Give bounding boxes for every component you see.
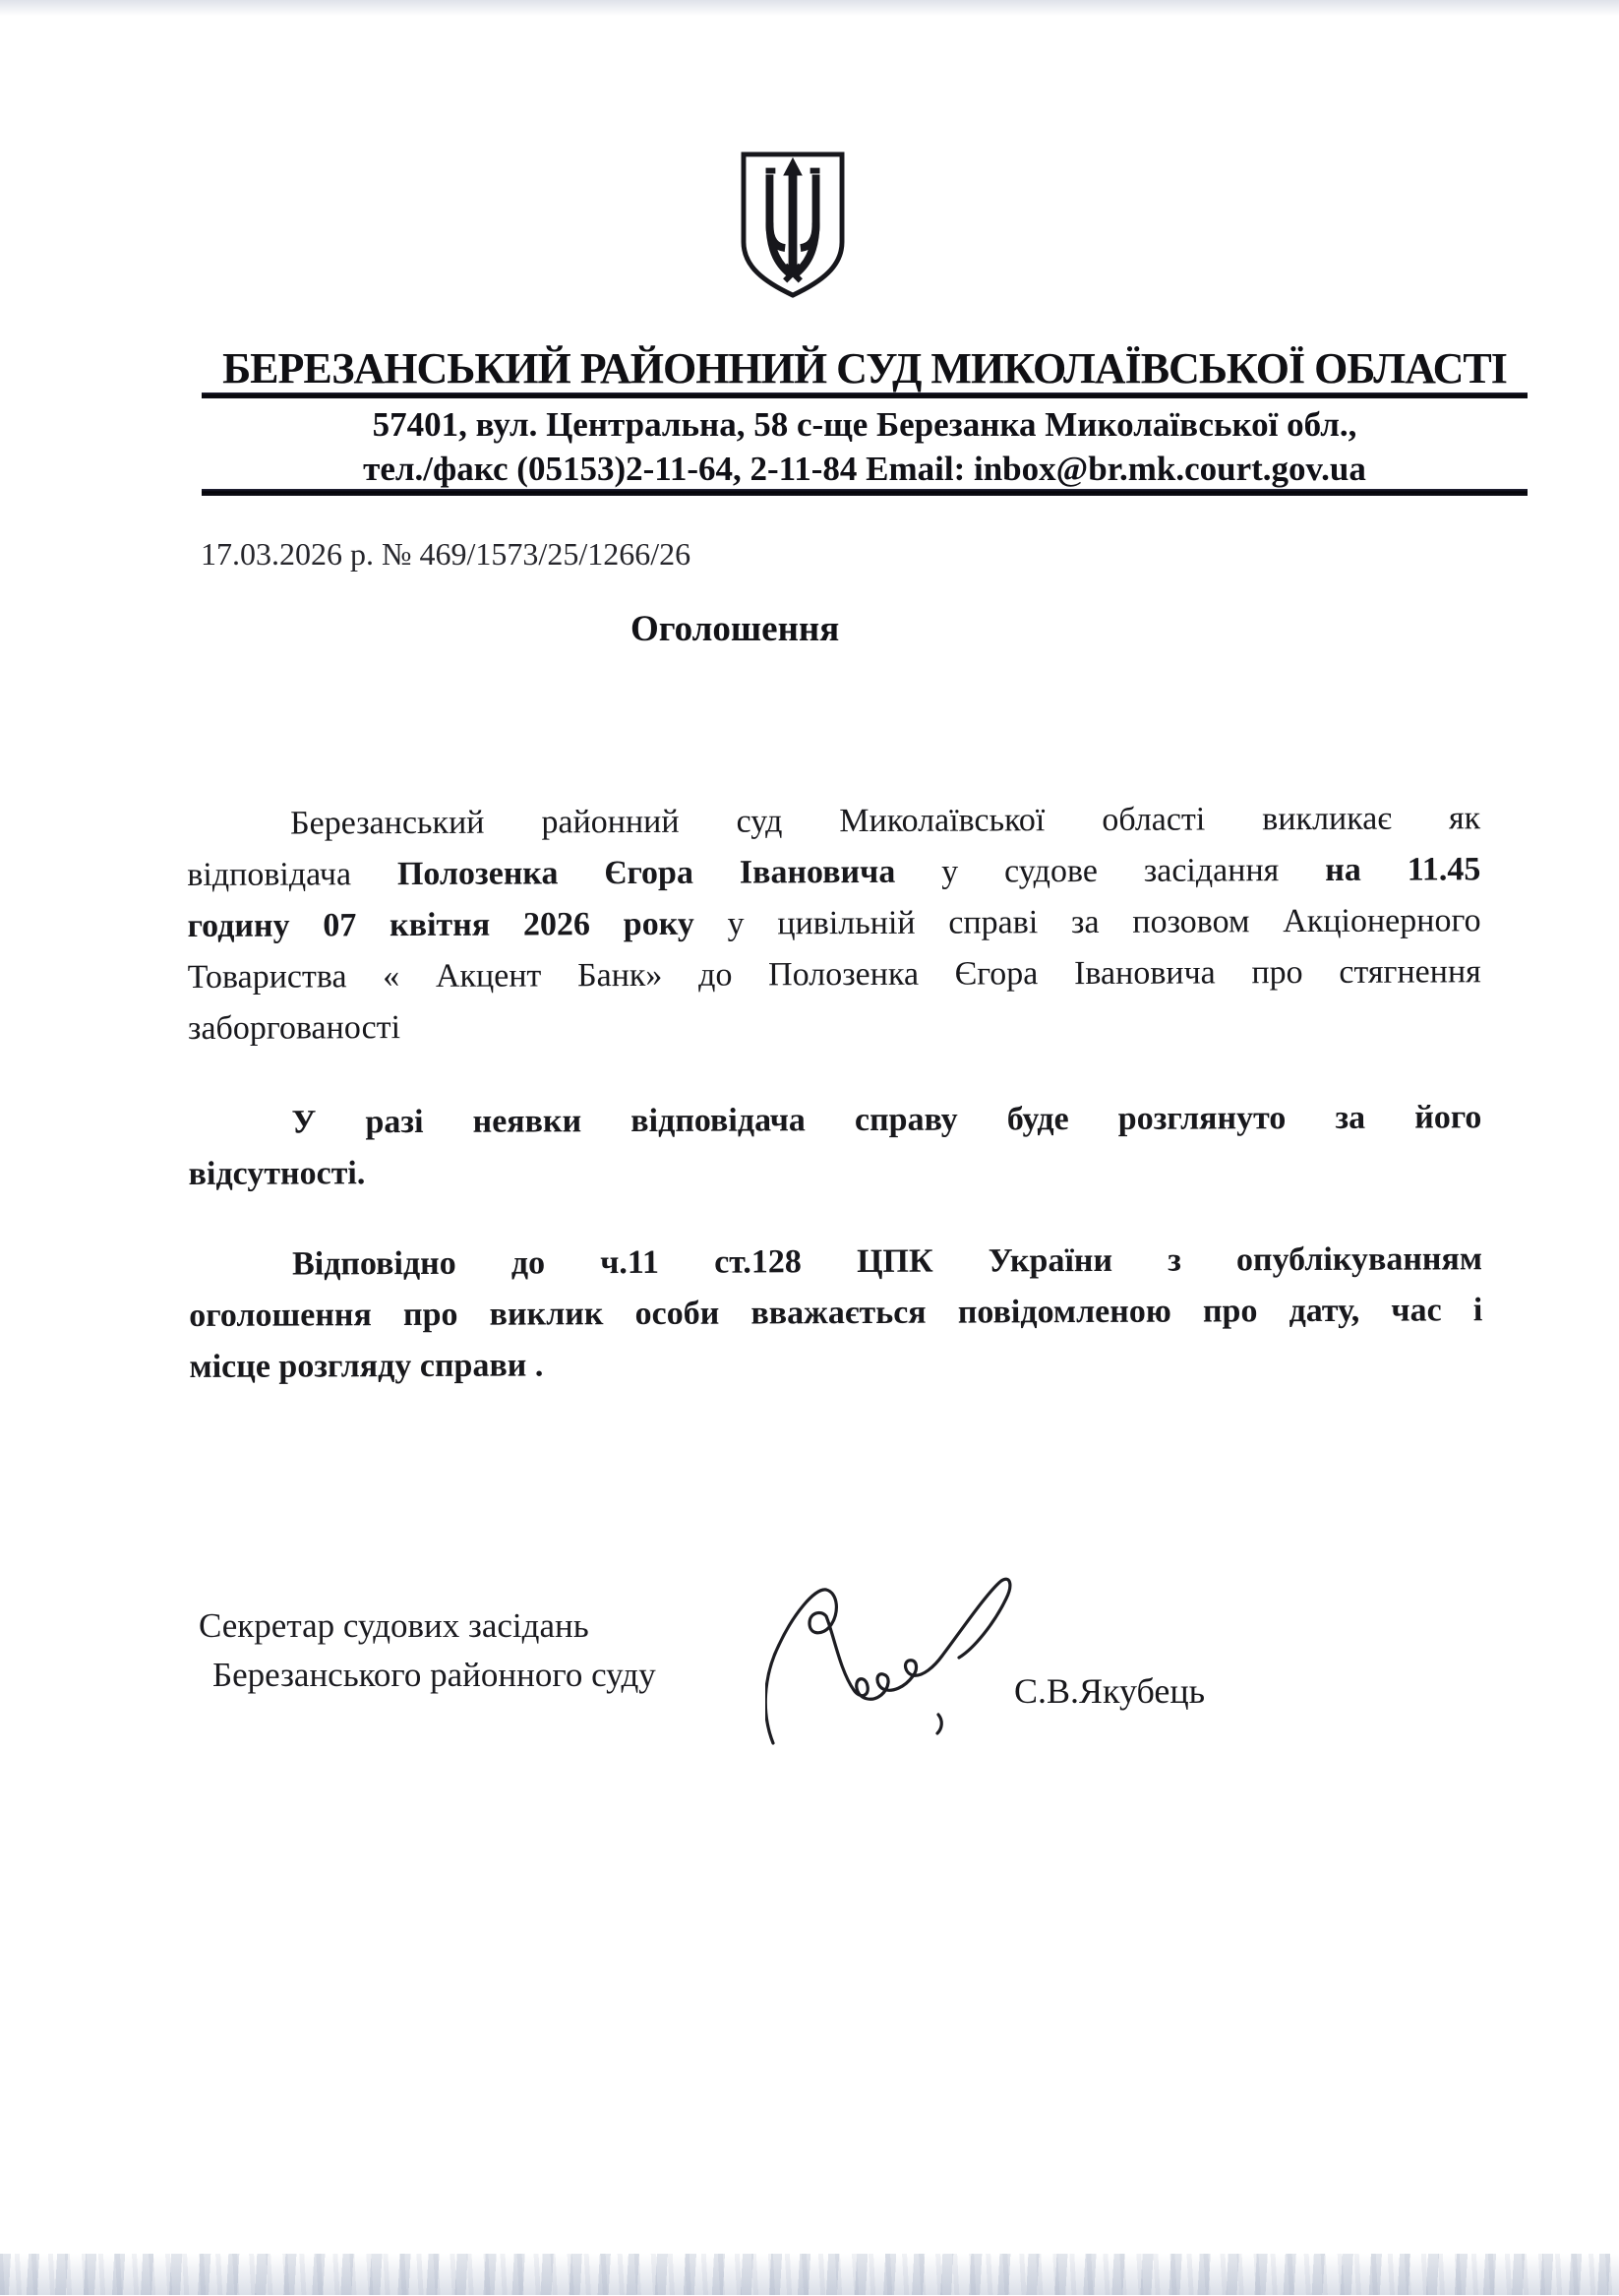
date-and-case-number: 17.03.2026 р. № 469/1573/25/1266/26	[201, 536, 691, 572]
paragraph-summons	[187, 793, 1481, 1055]
document-title: Оголошення	[630, 609, 840, 649]
hearing-time: на 11.45	[1325, 851, 1481, 888]
body-text: У разі неявки відповідача справу буде розглянуто за його	[291, 1099, 1482, 1141]
body-text: заборгованості	[187, 1009, 401, 1047]
body-text: оголошення про виклик особи вважається повідомленою про дату, час і	[189, 1292, 1483, 1334]
text-line	[189, 1285, 1482, 1342]
body-text: відповідача	[187, 856, 352, 893]
signatory-name: С.В.Якубець	[1014, 1671, 1206, 1711]
court-address-line: 57401, вул. Центральна, 58 с-ще Березанка Миколаївської обл.,	[372, 405, 1357, 444]
defendant-name: Полозенка Єгора Івановича	[396, 853, 896, 893]
signatory-role	[199, 1601, 656, 1700]
body-text: Товариства « Акцент Банк» до Полозенка Єгора Івановича про стягнення	[187, 953, 1481, 996]
body-text: Березанський районний суд Миколаївської області викликає як	[289, 800, 1481, 842]
signatory-role-line2: Березанського районного суду	[212, 1656, 656, 1694]
text-line	[188, 946, 1481, 1003]
scan-noise-bottom	[0, 2254, 1619, 2295]
handwritten-signature	[765, 1564, 1033, 1753]
court-phone-email-line: тел./факс (05153)2-11-64, 2-11-84 Email: inbox@br.mk.court.gov.ua	[363, 450, 1366, 488]
body-text: відсутності.	[188, 1155, 366, 1192]
text-line	[189, 1234, 1482, 1291]
paragraph-absence-warning	[188, 1092, 1481, 1200]
body-text: у цивільній справі за позовом Акціонерного	[727, 902, 1481, 942]
body-text: у судове засідання	[941, 852, 1280, 890]
court-name-heading: БЕРЕЗАНСЬКИЙ РАЙОННИЙ СУД МИКОЛАЇВСЬКОЇ ОБЛАСТІ	[222, 344, 1507, 393]
text-line	[189, 1143, 1482, 1200]
text-line	[187, 844, 1480, 901]
paragraph-legal-basis	[189, 1234, 1483, 1393]
hearing-date: годину 07 квітня 2026 року	[187, 905, 694, 944]
body-text: місце розгляду справи .	[189, 1347, 544, 1385]
text-line	[187, 895, 1480, 952]
body-text: Відповідно до ч.11 ст.128 ЦПК України з опублікуванням	[291, 1240, 1483, 1283]
text-line	[188, 1092, 1481, 1149]
text-line	[188, 997, 1481, 1055]
text-line	[187, 793, 1480, 850]
signatory-role-line1: Секретар судових засідань	[199, 1606, 589, 1645]
text-line	[189, 1336, 1482, 1393]
